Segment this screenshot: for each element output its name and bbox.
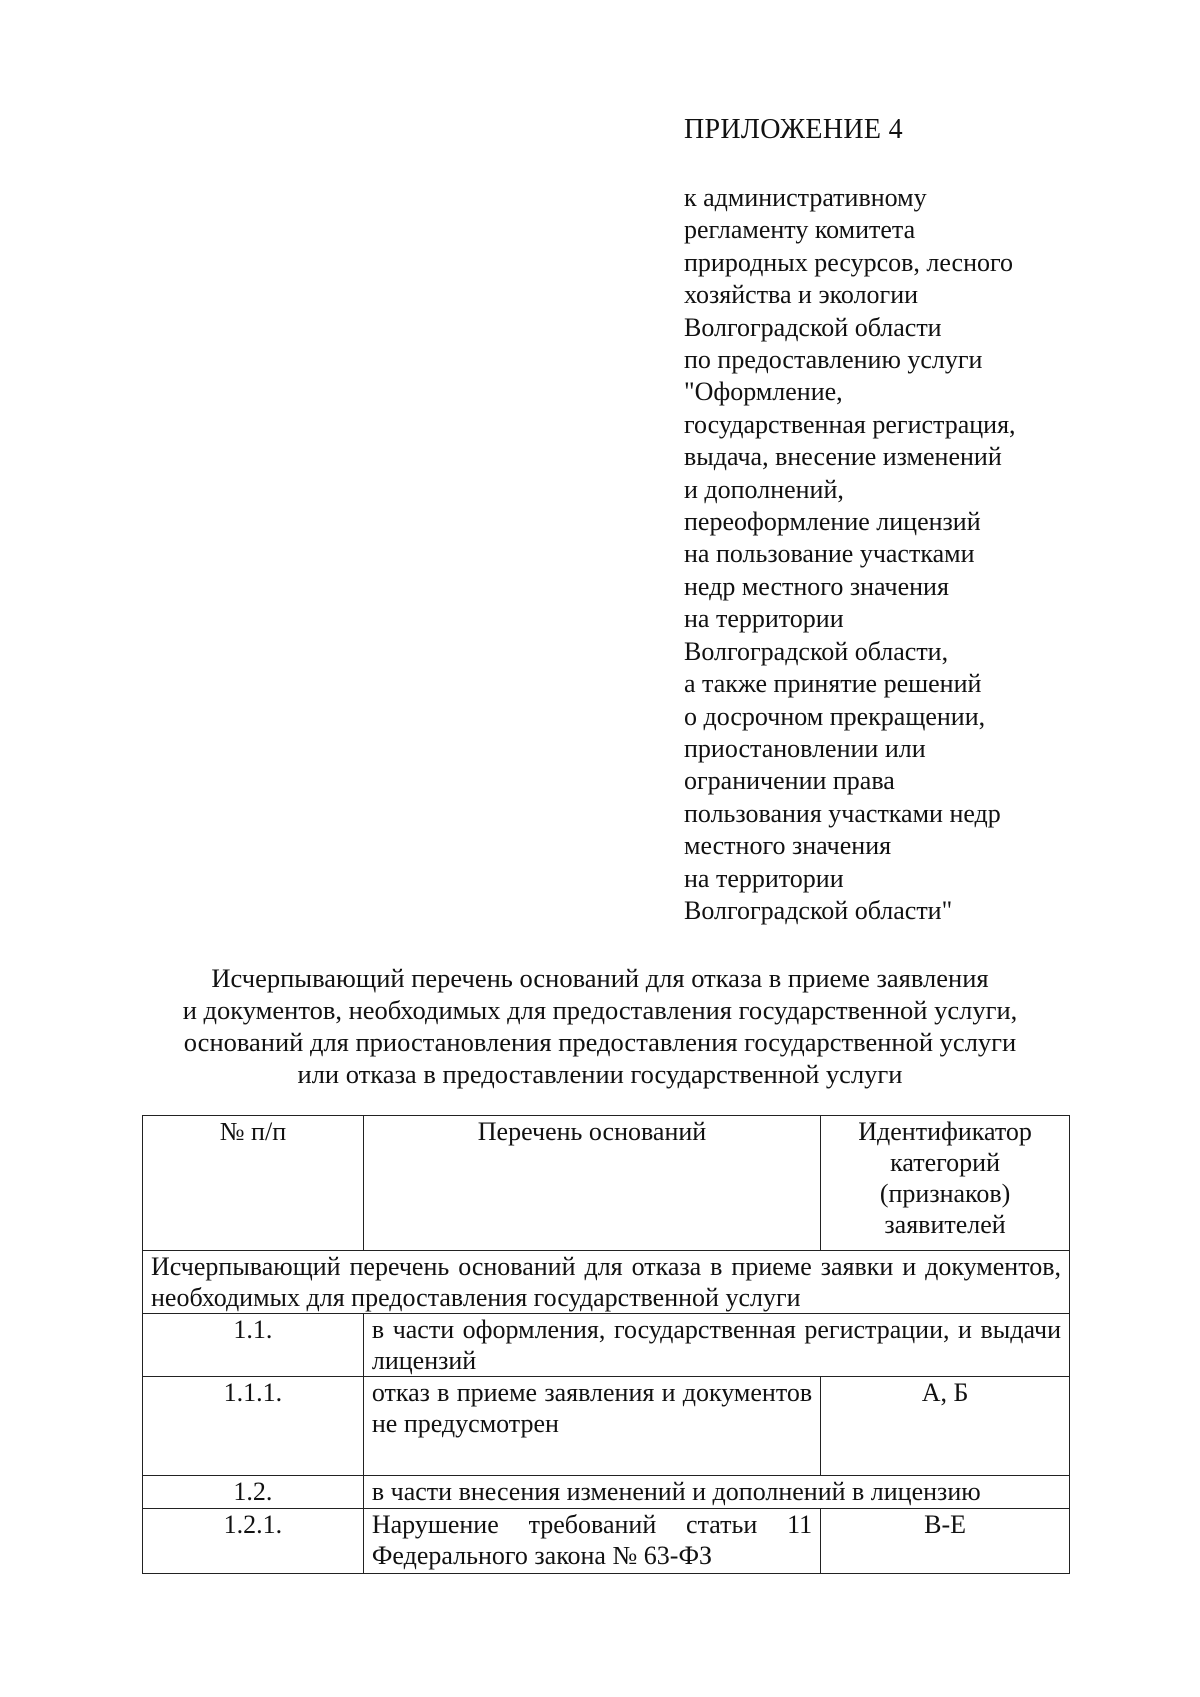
appendix-note-line: к административному: [684, 183, 927, 212]
table-section-row: [143, 1251, 1070, 1314]
table-row: [143, 1314, 1070, 1377]
appendix-note-line: выдача, внесение изменений: [684, 442, 1002, 472]
heading-line: или отказа в предоставлении государственной услуги: [297, 1059, 903, 1089]
heading-line: и документов, необходимых для предоставления государственной услуги,: [182, 995, 1018, 1025]
appendix-note-line: Волгоградской области": [684, 895, 953, 925]
section-title: Исчерпывающий перечень оснований для отказа в приеме заявки и документов, необходимых для предоставления государственной услуги: [143, 1251, 1070, 1314]
appendix-note: [684, 182, 1104, 927]
row-number: 1.2.1.: [143, 1509, 364, 1574]
appendix-note-line: а также принятие решений: [684, 669, 982, 699]
table-row: [143, 1509, 1070, 1574]
row-text: Нарушение требований статьи 11 Федерального закона № 63-ФЗ: [363, 1509, 820, 1574]
grounds-table: [142, 1115, 1070, 1574]
appendix-note-line: регламенту комитета: [684, 215, 916, 245]
table-row: [143, 1377, 1070, 1476]
appendix-note-line: приостановлении или: [684, 733, 926, 763]
appendix-note-line: переоформление лицензий: [684, 507, 981, 537]
appendix-note-line: о досрочном прекращении,: [684, 701, 986, 731]
row-identifier: В-Е: [821, 1509, 1070, 1574]
row-identifier: А, Б: [821, 1377, 1070, 1476]
appendix-note-line: на пользование участками: [684, 539, 975, 569]
appendix-note-line: государственная регистрация,: [684, 409, 1016, 439]
row-text: отказ в приеме заявления и документов не предусмотрен: [363, 1377, 820, 1476]
appendix-note-line: ограничении права: [684, 766, 895, 796]
appendix-note-line: хозяйства и экологии: [684, 280, 919, 310]
appendix-note-line: на территории: [684, 863, 844, 893]
appendix-note-line: пользования участками недр: [684, 798, 1001, 828]
document-heading: [120, 962, 1080, 1090]
appendix-note-line: Волгоградской области,: [684, 636, 949, 666]
heading-line: Исчерпывающий перечень оснований для отказа в приеме заявления: [211, 963, 989, 993]
header-identifier: Идентификатор категорий (признаков) заявителей: [821, 1116, 1070, 1251]
table-header-row: [143, 1116, 1070, 1251]
appendix-title: ПРИЛОЖЕНИЕ 4: [684, 114, 903, 145]
appendix-note-line: по предоставлению услуги: [684, 345, 983, 375]
header-number: № п/п: [143, 1116, 364, 1251]
heading-line: оснований для приостановления предоставления государственной услуги: [183, 1027, 1017, 1057]
table-row: [143, 1476, 1070, 1509]
appendix-note-line: и дополнений,: [684, 474, 844, 504]
appendix-note-line: недр местного значения: [684, 571, 949, 601]
appendix-note-line: Волгоградской области: [684, 312, 942, 342]
appendix-note-line: природных ресурсов, лесного: [684, 247, 1014, 277]
row-text: в части внесения изменений и дополнений в лицензию: [363, 1476, 1069, 1509]
appendix-note-line: местного значения: [684, 831, 892, 861]
appendix-note-line: "Оформление,: [684, 377, 843, 407]
row-number: 1.2.: [143, 1476, 364, 1509]
row-number: 1.1.: [143, 1314, 364, 1377]
row-text: в части оформления, государственная регистрации, и выдачи лицензий: [363, 1314, 1069, 1377]
appendix-note-line: на территории: [684, 604, 844, 634]
header-grounds: Перечень оснований: [363, 1116, 820, 1251]
row-number: 1.1.1.: [143, 1377, 364, 1476]
